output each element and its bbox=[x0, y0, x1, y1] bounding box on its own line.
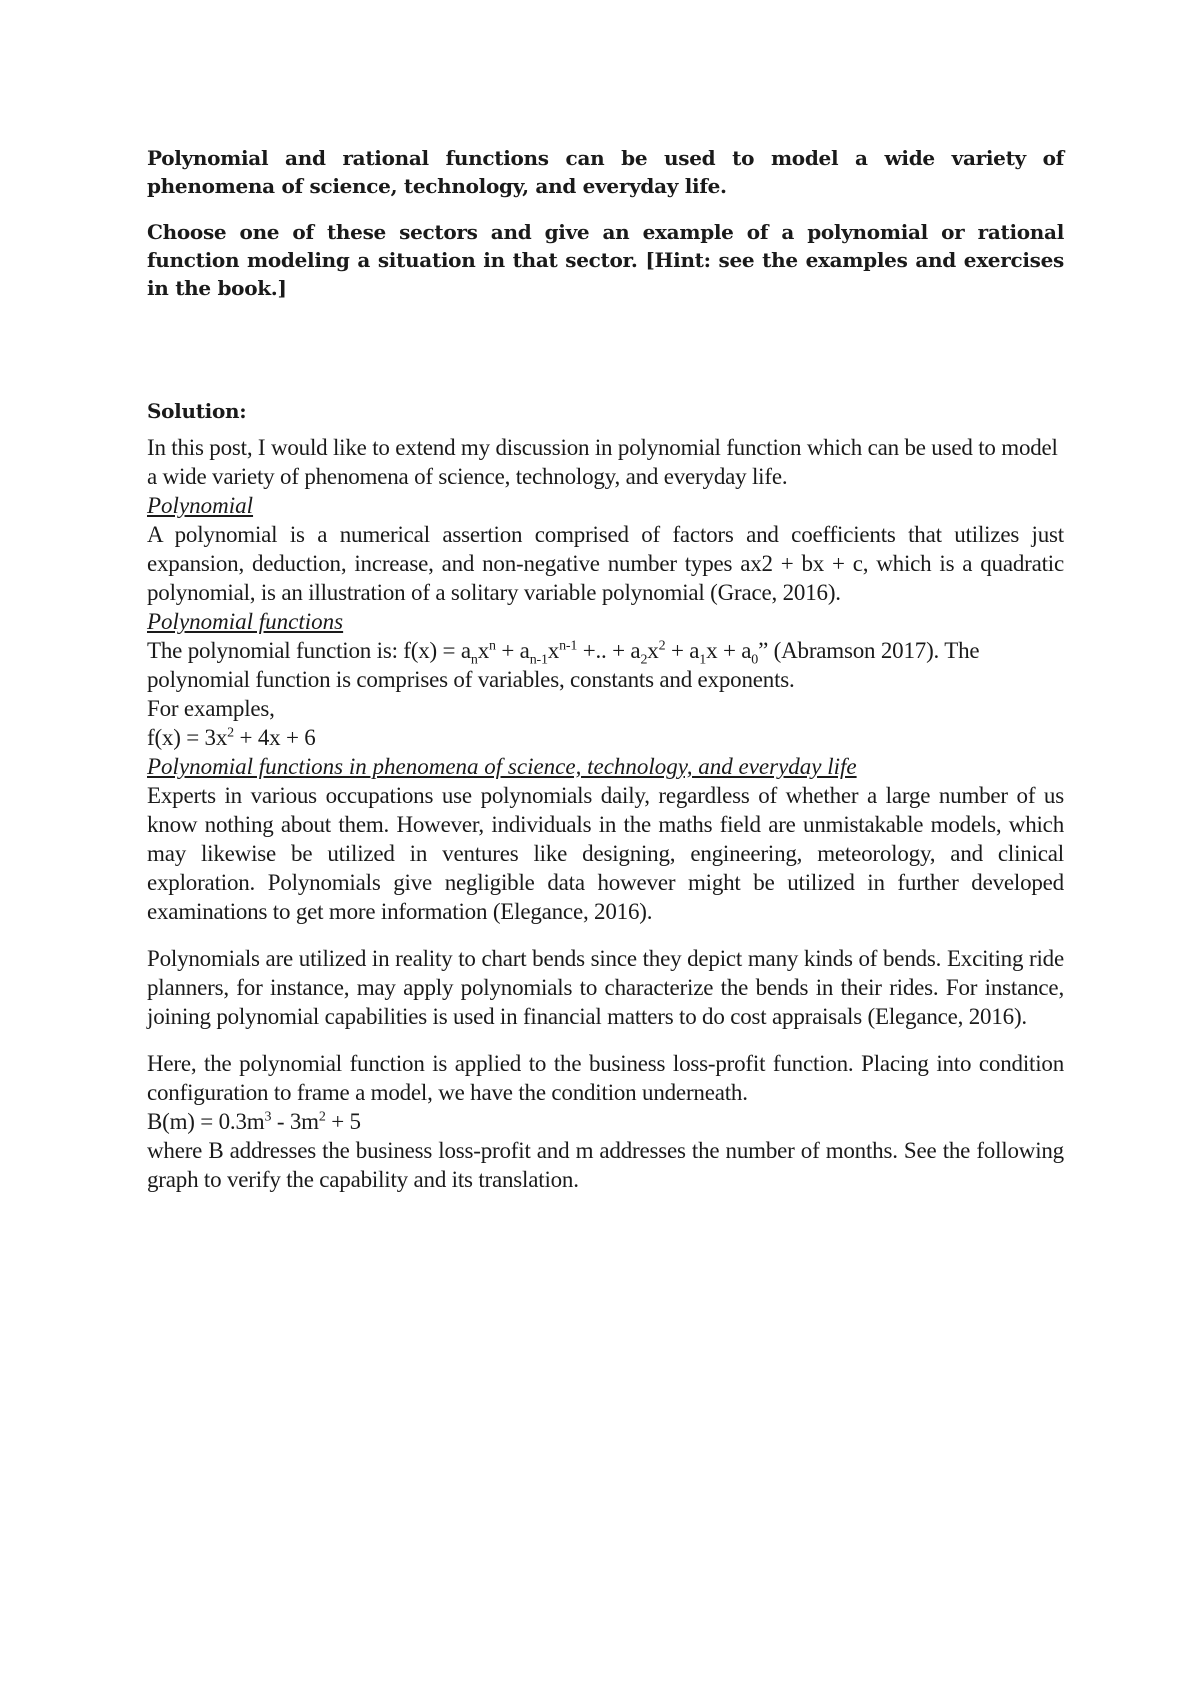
prompt-paragraph-2: Choose one of these sectors and give an example of a polynomial or rational function modeling a situation in that sector. [Hint: see the examples and exercises in the book.] bbox=[147, 220, 1064, 300]
formula-suffix: ” (Abramson 2017). The bbox=[758, 638, 980, 663]
phenomena-body-2: Polynomials are utilized in reality to chart bends since they depict many kinds of bends. Exciting ride planners, for instance, may apply polynomials to characterize the bends in their rides. For instance, joining polynomial capabilities is used in financial matters to do cost appraisals (Elegance, 2016). bbox=[147, 946, 1064, 1029]
polynomial-function-body: polynomial function is comprises of variables, constants and exponents. bbox=[147, 667, 795, 692]
polynomial-body: A polynomial is a numerical assertion comprised of factors and coefficients that utilizes just expansion, deduction, increase, and non-negative number types ax2 + bx + c, which is a quadratic polynomial, is an illustration of a solitary variable polynomial (Grace, 2016). bbox=[147, 522, 1064, 605]
phenomena-body-3: Here, the polynomial function is applied to the business loss-profit function. Placing into condition configuration to frame a model, we have the condition underneath. bbox=[147, 1051, 1064, 1105]
prompt-paragraph-1: Polynomial and rational functions can be used to model a wide variety of phenomena of science, technology, and everyday life. bbox=[147, 146, 1064, 198]
polynomial-function-formula: The polynomial function is: $f(x) = a_nx^n + a_{n-1}x^{n-1}$ +.. + $a_2x^2 + a_1x + a_0$” (Abramson 2017). The bbox=[147, 638, 980, 668]
phenomena-heading: Polynomial functions in phenomena of science, technology, and everyday life bbox=[147, 754, 857, 779]
model-formula bbox=[147, 1107, 1064, 1136]
solution-heading: Solution: bbox=[147, 399, 247, 423]
model-part-a: B(m) = 0.3m bbox=[147, 1109, 265, 1134]
model-part-c: + 5 bbox=[325, 1109, 361, 1134]
example-sup: 2 bbox=[227, 725, 234, 741]
polynomial-heading: Polynomial bbox=[147, 493, 254, 518]
solution-intro: In this post, I would like to extend my discussion in polynomial function which can be used to model a wide variety of phenomena of science, technology, and everyday life. bbox=[147, 435, 1058, 489]
examples-label: For examples, bbox=[147, 696, 275, 721]
model-sup-1: 3 bbox=[264, 1109, 272, 1125]
formula-prefix: The polynomial function is: f(x) = a bbox=[147, 638, 471, 663]
phenomena-body-1: Experts in various occupations use polynomials daily, regardless of whether a large number of us know nothing about them. However, individuals in the maths field are unmistakable models, which may likewise be utilized in ventures like designing, engineering, meteorology, and clinical exploration. Polynomials give negligible data however might be utilized in further developed examinations to get more information (Elegance, 2016). bbox=[147, 783, 1064, 924]
example-prefix: f(x) = 3x bbox=[147, 725, 228, 750]
example-suffix: + 4x + 6 bbox=[233, 725, 316, 750]
polynomial-functions-heading: Polynomial functions bbox=[147, 609, 344, 634]
example-formula bbox=[147, 723, 1064, 752]
model-part-b: - 3m bbox=[271, 1109, 319, 1134]
model-sup-2: 2 bbox=[318, 1109, 326, 1125]
document-content bbox=[147, 144, 1064, 1194]
phenomena-body-4: where B addresses the business loss-profit and m addresses the number of months. See the following graph to verify the capability and its translation. bbox=[147, 1138, 1064, 1192]
